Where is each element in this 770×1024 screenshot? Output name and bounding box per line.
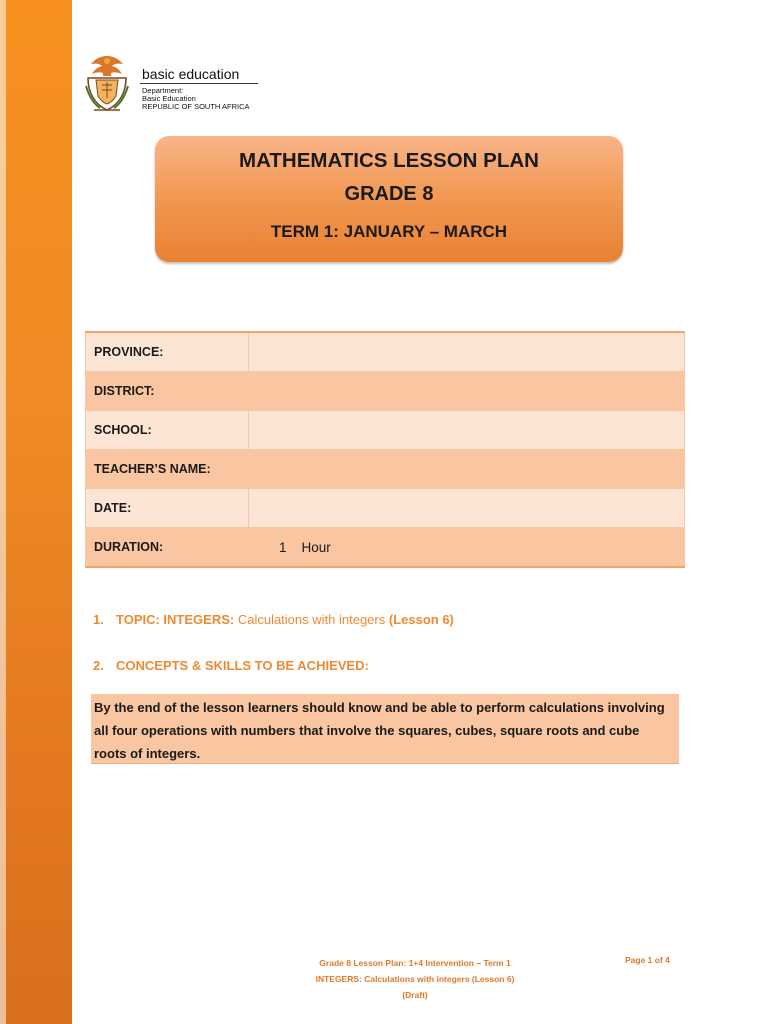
date-value[interactable] <box>249 489 685 528</box>
concepts-heading-text: CONCEPTS & SKILLS TO BE ACHIEVED: <box>116 658 369 673</box>
document-title: MATHEMATICS LESSON PLAN <box>239 149 539 172</box>
table-row <box>86 528 685 568</box>
concepts-heading <box>93 658 369 673</box>
coat-of-arms-icon <box>82 52 132 114</box>
logo-department: Department: <box>142 86 184 95</box>
duration-label: DURATION: <box>86 528 249 568</box>
province-value[interactable] <box>249 332 685 372</box>
footer-line-3: (Draft) <box>402 990 428 1000</box>
table-row <box>86 372 685 411</box>
lesson-info-table <box>85 331 685 568</box>
grade-label: GRADE 8 <box>344 183 434 205</box>
logo-divider <box>140 83 258 84</box>
school-label: SCHOOL: <box>86 411 249 450</box>
learning-objective-text: By the end of the lesson learners should know and be able to perform calculations involving all four operations with numbers that involve the squares, cubes, square roots and cube roots of integers. <box>94 700 665 761</box>
topic-text: Calculations with integers <box>234 612 389 627</box>
page-number: Page 1 of 4 <box>625 955 670 965</box>
section-number: 1. <box>93 612 104 627</box>
teacher-name-value[interactable] <box>249 450 685 489</box>
district-value[interactable] <box>249 372 685 411</box>
footer-line-1: Grade 8 Lesson Plan: 1+4 Intervention – Term 1 <box>319 958 511 968</box>
topic-lesson: (Lesson 6) <box>388 612 454 627</box>
teacher-name-label: TEACHER’S NAME: <box>86 450 249 489</box>
logo-title: basic education <box>142 66 240 82</box>
school-value[interactable] <box>249 411 685 450</box>
table-row <box>86 450 685 489</box>
table-row <box>86 332 685 372</box>
section-number: 2. <box>93 658 104 673</box>
department-logo <box>82 52 282 118</box>
side-color-bar <box>0 0 72 1024</box>
term-label: TERM 1: JANUARY – MARCH <box>270 222 508 241</box>
topic-prefix: TOPIC: INTEGERS: <box>116 612 235 627</box>
logo-basic-education: Basic Education <box>142 94 196 103</box>
footer-line-2: INTEGERS: Calculations with integers (Lesson 6) <box>315 974 515 984</box>
title-banner <box>155 136 623 262</box>
district-label: DISTRICT: <box>86 372 249 411</box>
date-label: DATE: <box>86 489 249 528</box>
province-label: PROVINCE: <box>86 332 249 372</box>
learning-objective-box <box>91 694 679 764</box>
page-footer <box>300 955 530 1003</box>
table-row <box>86 489 685 528</box>
logo-republic: REPUBLIC OF SOUTH AFRICA <box>142 102 250 111</box>
side-bar-edge <box>0 0 6 1024</box>
duration-value[interactable]: 1 Hour <box>249 528 685 568</box>
topic-heading <box>93 612 454 627</box>
table-row <box>86 411 685 450</box>
